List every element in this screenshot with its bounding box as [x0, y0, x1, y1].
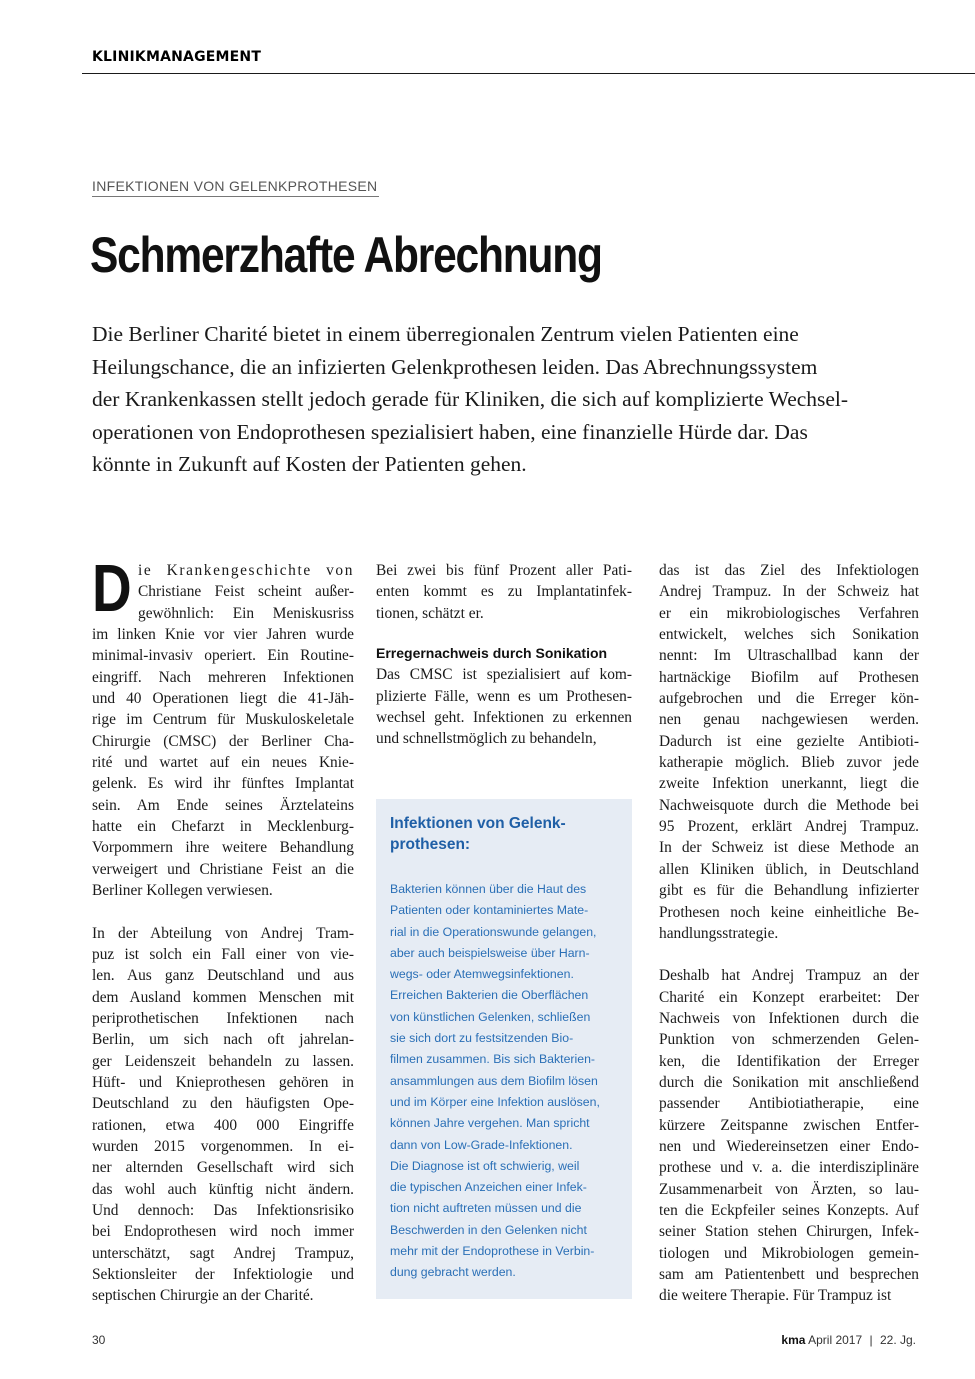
- page-number: 30: [92, 1333, 106, 1347]
- body-line: sam am Patientenbett und besprechen: [659, 1266, 919, 1283]
- body-line: Chirurgie (CMSC) der Berliner Cha-: [92, 732, 354, 750]
- body-line: prothese und v. a. die interdisziplinäre: [659, 1159, 919, 1177]
- info-box-line: dann von Low-Grade-Infektionen.: [390, 1137, 573, 1152]
- paragraph: [376, 664, 632, 749]
- info-box-line: rial in die Operationswunde gelangen,: [390, 924, 597, 939]
- info-box-line: Die Diagnose ist oft schwierig, weil: [390, 1158, 580, 1173]
- issue-date: April 2017: [808, 1333, 863, 1347]
- paragraph: [659, 965, 919, 1307]
- lead-line: Heilungschance, die an infizierten Gelenkprothesen leiden. Das Abrechnungssystem: [92, 354, 818, 379]
- body-line: Deutschland zu den häufigsten Ope-: [92, 1095, 354, 1113]
- info-box-line: sie sich dort zu festsitzenden Bio-: [390, 1031, 574, 1046]
- body-column-1: [92, 551, 354, 1307]
- body-line: Vorpommern ihre weitere Behandlung: [92, 839, 354, 857]
- body-line: Prothesen noch keine einheitliche Be-: [659, 903, 919, 921]
- body-line: bei Endoprothesen wird noch immer: [92, 1223, 354, 1241]
- section-label: KLINIKMANAGEMENT: [92, 49, 262, 65]
- body-line: In der Schweiz ist diese Methode an: [659, 839, 919, 857]
- info-box-title: [390, 813, 620, 855]
- body-line: nen genau nachgewiesen werden.: [659, 711, 919, 729]
- body-line: passender Antibiotiatherapie, eine: [659, 1095, 919, 1113]
- paragraph-gap: [659, 944, 919, 965]
- lead-line: könnte in Zukunft auf Kosten der Patienten gehen.: [92, 452, 527, 476]
- body-line: wurden 2015 vorgenommen. In ei-: [92, 1137, 354, 1155]
- info-box-line: tion nicht auftreten müssen und die: [390, 1201, 582, 1216]
- paragraph-gap: [92, 902, 354, 923]
- magazine-brand: kma: [781, 1333, 806, 1347]
- article-kicker: INFEKTIONEN VON GELENKPROTHESEN: [92, 178, 379, 197]
- body-line: Christiane Feist scheint außer-: [138, 583, 354, 601]
- body-line: dem Ausland kommen Menschen mit: [92, 988, 354, 1006]
- info-box-line: die typischen Anzeichen einer Infek-: [390, 1180, 587, 1195]
- info-box-line: filmen zusammen. Bis sich Bakterien-: [390, 1052, 596, 1067]
- article-headline: Schmerzhafte Abrechnung: [90, 227, 602, 283]
- body-line: handlungsstrategie.: [659, 924, 779, 942]
- folio-separator: |: [869, 1333, 873, 1347]
- body-line: tionen, schätzt er.: [376, 604, 484, 622]
- info-box: [376, 799, 632, 1299]
- lead-line: Die Berliner Charité bietet in einem überregionalen Zentrum vielen Patienten eine: [92, 322, 799, 346]
- body-line: Deshalb hat Andrej Trampuz an der: [659, 967, 919, 985]
- header-rule: [82, 73, 975, 74]
- body-line: Und dennoch: Das Infektionsrisiko: [92, 1201, 354, 1219]
- body-line: wechsel geht. Infektionen zu erkennen: [376, 709, 632, 727]
- body-line: durch die Sonikation mit anschließend: [659, 1073, 919, 1091]
- volume: 22. Jg.: [879, 1333, 916, 1347]
- body-line: minimal-invasiv operiert. Ein Routine-: [92, 647, 354, 665]
- body-line: Nachweisquote durch die Methode bei: [659, 796, 919, 814]
- body-line: Sektionsleiter der Infektiologie und: [92, 1266, 354, 1283]
- body-line: allen Kliniken üblich, in Deutschland: [659, 860, 919, 878]
- body-line: gewöhnlich: Ein Meniskusriss: [138, 604, 354, 622]
- body-line: rige im Centrum für Muskuloskeletale: [92, 711, 354, 729]
- body-line: Das CMSC ist spezialisiert auf kom-: [376, 666, 632, 684]
- paragraph: [659, 560, 919, 944]
- body-line: septischen Chirurgie an der Charité.: [92, 1287, 314, 1305]
- info-box-line: Bakterien können über die Haut des: [390, 882, 587, 896]
- body-line: das wohl auch künftig nicht ändern.: [92, 1180, 354, 1198]
- body-line: aufgebrochen und die Erreger kön-: [659, 690, 919, 708]
- folio: [781, 1333, 916, 1347]
- body-line: Dadurch ist eine gezielte Antibioti-: [659, 732, 919, 750]
- body-line: Punktion von schmerzenden Gelen-: [659, 1031, 919, 1049]
- body-line: zweite Infektion unerkannt, liegt die: [659, 775, 919, 793]
- drop-cap: D: [92, 551, 132, 626]
- info-box-line: wegs- oder Atemwegsinfektionen.: [390, 967, 574, 982]
- body-line: seiner Station stehen Chirurgen, Infek-: [659, 1223, 919, 1241]
- body-line: kürzere Zeitspanne zwischen Entfer-: [659, 1116, 919, 1134]
- body-line: katherapie möglich. Blieb zuvor jede: [659, 754, 919, 772]
- body-column-3: [659, 560, 919, 1307]
- body-line: rationen, etwa 400 000 Eingriffe: [92, 1116, 354, 1134]
- body-line: Berliner Kollegen verwiesen.: [92, 882, 273, 900]
- dropcap-lines: [92, 551, 354, 626]
- body-line: sein. Am Ende seines Ärztelateins: [92, 796, 354, 814]
- info-box-body: [390, 879, 622, 1284]
- body-line: puz ist solch ein Fall einer von vie-: [92, 945, 354, 963]
- body-line: das ist das Ziel des Infektiologen: [659, 562, 919, 579]
- paragraph-gap: [376, 624, 632, 638]
- info-box-line: ansammlungen aus dem Biofilm lösen: [390, 1073, 598, 1088]
- info-box-line: aber auch beispielsweise über Harn-: [390, 945, 590, 960]
- body-line: ken, die Identifikation der Erreger: [659, 1052, 919, 1070]
- info-box-line: Beschwerden in den Gelenken nicht: [390, 1222, 587, 1237]
- body-line: ner alternden Gesellschaft wird sich: [92, 1159, 354, 1177]
- info-box-line: und im Körper eine Infektion auslösen,: [390, 1094, 600, 1109]
- info-box-line: dung gebracht werden.: [390, 1265, 516, 1280]
- body-line: Charité ein Konzept erarbeitet: Der: [659, 988, 919, 1006]
- section-subheading: Erregernachweis durch Sonikation: [376, 645, 608, 662]
- body-line: hatte ein Chefarzt in Mecklenburg-: [92, 818, 354, 836]
- body-line: ten die Eckpfeiler seines Konzepts. Auf: [659, 1201, 919, 1219]
- body-line: er ein mikrobiologisches Verfahren: [659, 604, 919, 622]
- body-line: die weitere Therapie. Für Trampuz ist: [659, 1287, 892, 1305]
- body-line: Bei zwei bis fünf Prozent aller Pati-: [376, 562, 632, 579]
- body-line: Zusammenarbeit von Ärzten, so lau-: [659, 1180, 919, 1198]
- body-line: ie Krankengeschichte von: [138, 562, 354, 579]
- body-line: Berlin, um sich nach oft jahrelan-: [92, 1031, 354, 1049]
- paragraph: [92, 923, 354, 1307]
- body-line: nen und Wiedereinsetzen einer Endo-: [659, 1137, 919, 1155]
- body-line: rité und wartet auf ein neues Knie-: [92, 754, 354, 772]
- body-column-2: [376, 560, 632, 750]
- info-box-line: Patienten oder kontaminiertes Mate-: [390, 903, 589, 918]
- body-line: und schnellstmöglich zu behandeln,: [376, 730, 597, 748]
- body-line: gibt es für die Behandlung infizierter: [659, 882, 919, 900]
- body-line: Andrej Trampuz. In der Schweiz hat: [659, 583, 919, 601]
- body-line: im linken Knie vor vier Jahren wurde: [92, 626, 354, 644]
- body-line: plizierte Fälle, wenn es um Prothesen-: [376, 687, 632, 705]
- body-line: Nachweis von Infektionen durch die: [659, 1009, 919, 1027]
- body-line: Hüft- und Knieprothesen gehören in: [92, 1073, 354, 1091]
- body-line: enten kommt es zu Implantatinfek-: [376, 583, 632, 601]
- info-box-line: von künstlichen Gelenken, schließen: [390, 1009, 591, 1024]
- info-box-line: mehr mit der Endoprothese in Verbin-: [390, 1244, 595, 1259]
- lead-line: operationen von Endoprothesen spezialisiert haben, eine finanzielle Hürde dar. Das: [92, 419, 808, 444]
- body-line: verweigert und Christiane Feist an die: [92, 860, 354, 878]
- paragraph: [92, 624, 354, 901]
- body-line: periprothetischen Infektionen nach: [92, 1009, 354, 1027]
- paragraph: [376, 560, 632, 624]
- body-line: hartnäckige Biofilm auf Prothesen: [659, 668, 919, 686]
- body-line: eingriff. Nach mehreren Infektionen: [92, 668, 354, 686]
- info-box-line: Erreichen Bakterien die Oberflächen: [390, 988, 589, 1003]
- body-line: und 40 Operationen liegt die 41-Jäh-: [92, 690, 354, 708]
- lead-line: der Krankenkassen stellt jedoch gerade für Kliniken, die sich auf komplizierte Wechsel-: [92, 387, 849, 411]
- info-box-line: können Jahre vergehen. Man spricht: [390, 1116, 590, 1131]
- article-lead: [92, 318, 892, 481]
- body-line: entwickelt, welches sich Sonikation: [659, 626, 919, 644]
- body-line: nennt: Im Ultraschallbad kann der: [659, 647, 919, 665]
- body-line: In der Abteilung von Andrej Tram-: [92, 924, 354, 942]
- info-box-title-line: Infektionen von Gelenk-: [390, 815, 566, 832]
- body-line: tiologen und Mikrobiologen gemein-: [659, 1244, 919, 1262]
- body-line: gelenk. Es wird ihr fünftes Implantat: [92, 775, 354, 793]
- body-line: 95 Prozent, erklärt Andrej Trampuz.: [659, 818, 919, 836]
- body-line: ger Leidenszeit behandeln zu lassen.: [92, 1052, 354, 1070]
- body-line: len. Aus ganz Deutschland und aus: [92, 967, 354, 985]
- info-box-title-line: prothesen:: [390, 836, 471, 853]
- body-line: unterschätzt, sagt Andrej Trampuz,: [92, 1244, 354, 1262]
